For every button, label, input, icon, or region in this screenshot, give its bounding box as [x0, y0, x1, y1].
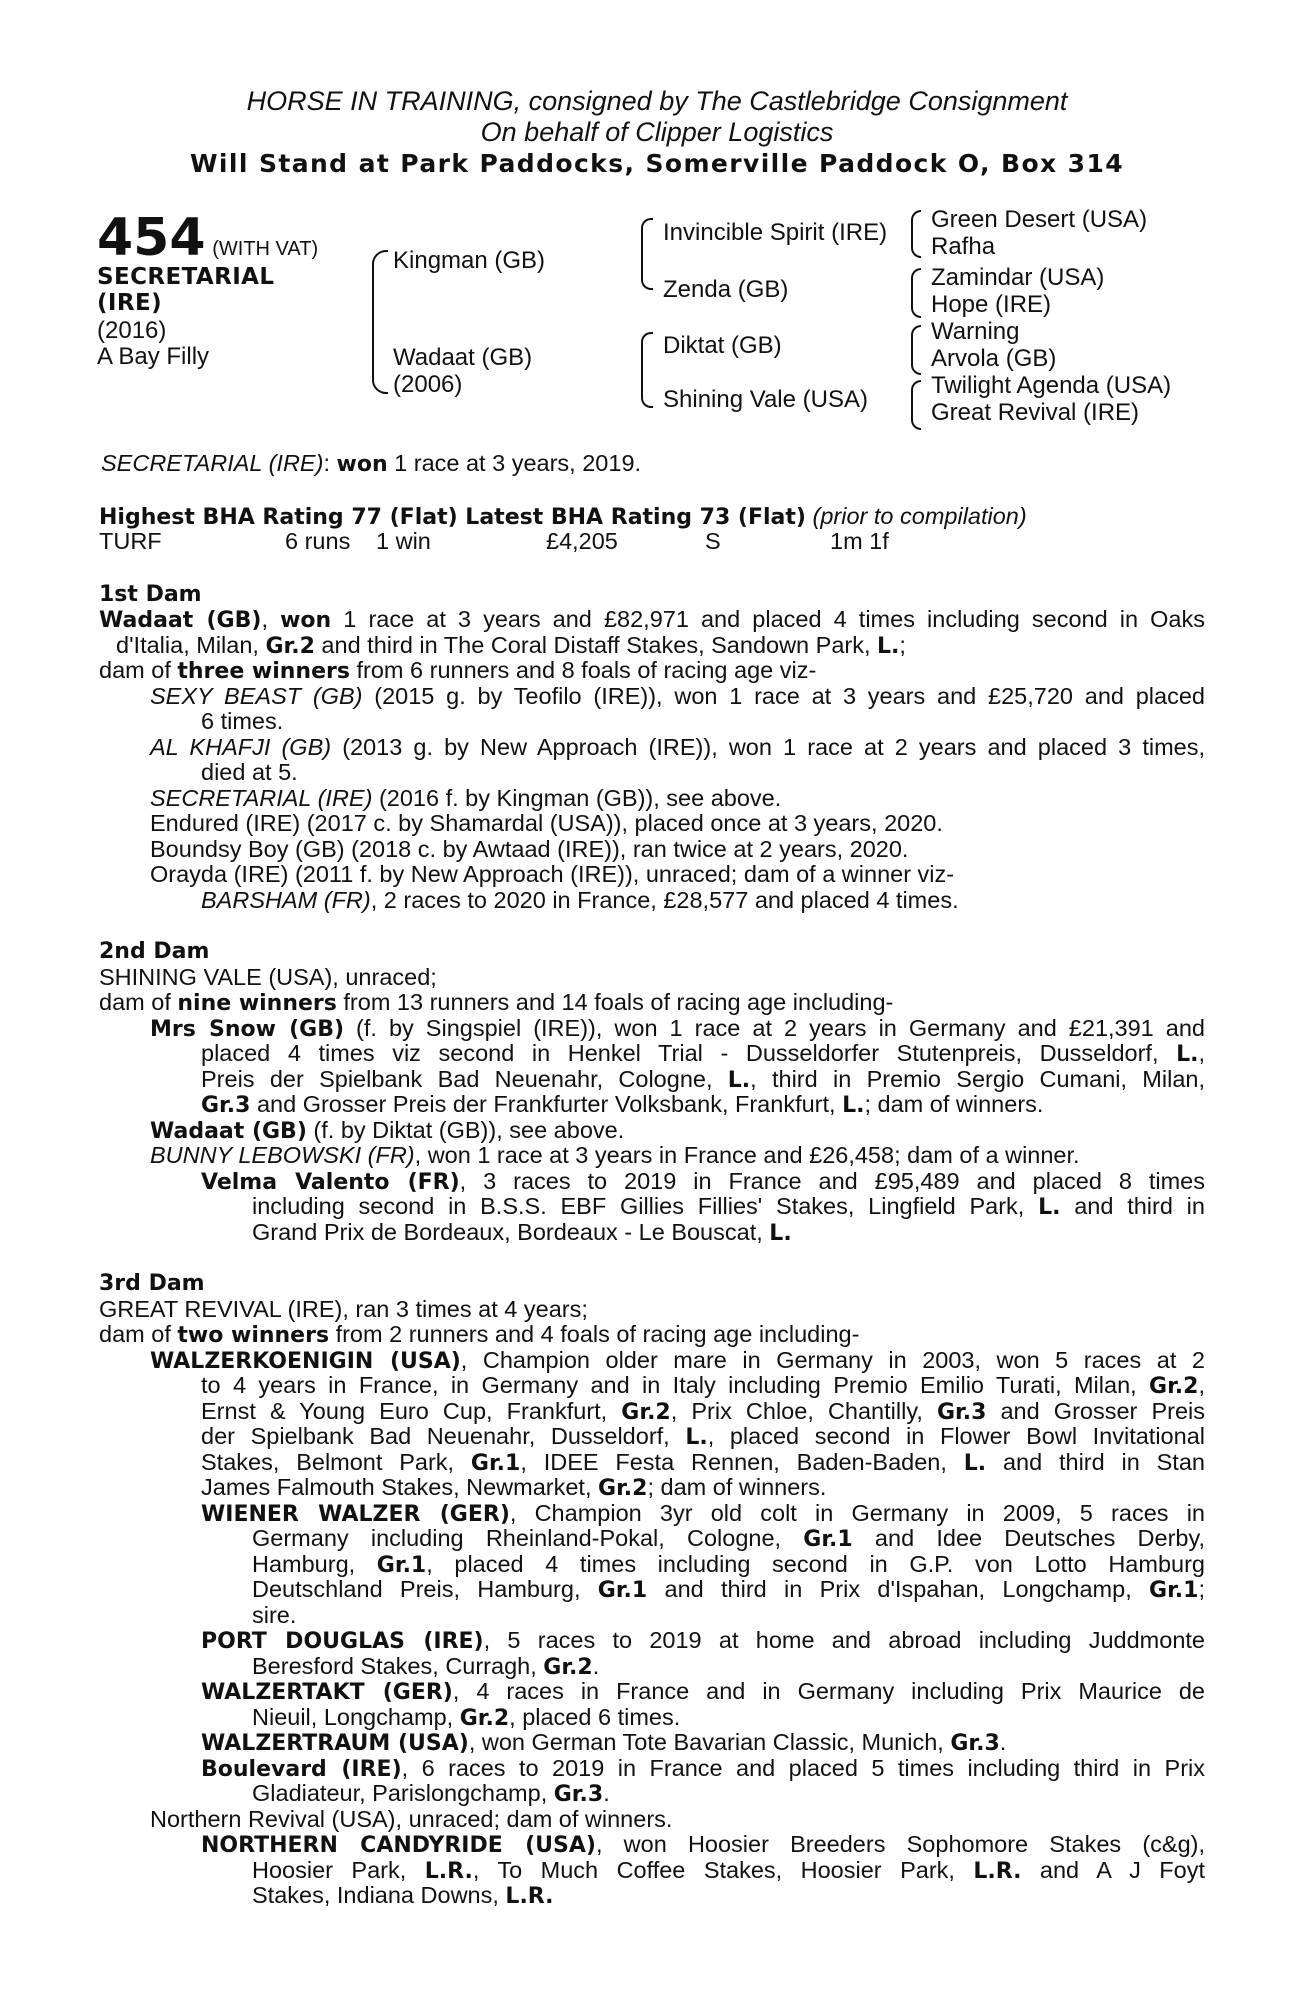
- sire-line-brace: [641, 218, 653, 290]
- boulevard-1: Boulevard (IRE), 6 races to 2019 in France and placed 5 times including third in Prix: [201, 1755, 1205, 1782]
- second-dam-line-1: SHINING VALE (USA), unraced;: [99, 964, 437, 990]
- northern-candyride-3: Stakes, Indiana Downs, L.R.: [252, 1882, 554, 1909]
- turf-wins: 1 win: [376, 528, 431, 554]
- dam-sire: Diktat (GB): [663, 332, 782, 359]
- wadaat-entry: Wadaat (GB) (f. by Diktat (GB)), see above.: [150, 1117, 625, 1144]
- dam-dam: Shining Vale (USA): [663, 386, 868, 413]
- turf-surface: TURF: [99, 528, 162, 554]
- horse-name-country: (IRE): [97, 290, 163, 316]
- progeny-boundsy-boy: Boundsy Boy (GB) (2018 c. by Awtaad (IRE)), ran twice at 2 years, 2020.: [150, 836, 909, 862]
- grand-6: Arvola (GB): [931, 345, 1057, 372]
- mrs-snow-4: Gr.3 and Grosser Preis der Frankfurter Volksbank, Frankfurt, L.; dam of winners.: [201, 1091, 1044, 1118]
- bunny-lebowski: BUNNY LEBOWSKI (FR), won 1 race at 3 years in France and £26,458; dam of a winner.: [150, 1142, 1080, 1168]
- g-brace-2: [911, 268, 921, 318]
- progeny-sexy-beast: SEXY BEAST (GB) (2015 g. by Teofilo (IRE)), won 1 race at 3 years and £25,720 and placed: [150, 683, 1205, 709]
- first-dam-line-2: d'Italia, Milan, Gr.2 and third in The Coral Distaff Stakes, Sandown Park, L.;: [116, 632, 906, 659]
- turf-runs: 6 runs: [285, 528, 351, 554]
- grand-3: Zamindar (USA): [931, 264, 1105, 291]
- walzerkoenigin-6: James Falmouth Stakes, Newmarket, Gr.2; dam of winners.: [201, 1474, 827, 1501]
- g-brace-1: [911, 210, 921, 258]
- walzerkoenigin-5: Stakes, Belmont Park, Gr.1, IDEE Festa Rennen, Baden-Baden, L. and third in Stan: [201, 1449, 1205, 1476]
- vat-label: (WITH VAT): [212, 238, 319, 260]
- sire-dam: Zenda (GB): [663, 276, 789, 303]
- northern-revival: Northern Revival (USA), unraced; dam of winners.: [150, 1806, 673, 1832]
- consignor-line: HORSE IN TRAINING, consigned by The Castlebridge Consignment: [246, 86, 1068, 116]
- g-brace-4: [911, 380, 921, 430]
- behalf-line: On behalf of Clipper Logistics: [480, 117, 834, 147]
- location-line: Will Stand at Park Paddocks, Somerville Paddock O, Box 314: [189, 149, 1125, 178]
- velma-valento-2: including second in B.S.S. EBF Gillies Fillies' Stakes, Lingfield Park, L. and third in: [252, 1193, 1205, 1220]
- velma-valento-3: Grand Prix de Bordeaux, Bordeaux - Le Bouscat, L.: [252, 1219, 792, 1246]
- bha-rating: Highest BHA Rating 77 (Flat) Latest BHA Rating 73 (Flat) (prior to compilation): [99, 503, 1027, 530]
- grand-7: Twilight Agenda (USA): [931, 372, 1172, 399]
- progeny-barsham: BARSHAM (FR), 2 races to 2020 in France, £28,577 and placed 4 times.: [201, 887, 959, 913]
- grand-8: Great Revival (IRE): [931, 399, 1140, 426]
- boulevard-2: Gladiateur, Parislongchamp, Gr.3.: [252, 1780, 610, 1807]
- progeny-al-khafji-cont: died at 5.: [201, 759, 298, 785]
- turf-going: S: [705, 528, 721, 554]
- grandsire-sire: Green Desert (USA): [931, 206, 1148, 233]
- first-dam-line-3: dam of three winners from 6 runners and 8 foals of racing age viz-: [99, 657, 817, 684]
- velma-valento-1: Velma Valento (FR), 3 races to 2019 in France and £95,489 and placed 8 times: [201, 1168, 1205, 1195]
- grand-5: Warning: [931, 318, 1020, 345]
- sire-sire: Invincible Spirit (IRE): [663, 219, 888, 246]
- walzertakt-2: Nieuil, Longchamp, Gr.2, placed 6 times.: [252, 1704, 681, 1731]
- walzertakt-1: WALZERTAKT (GER), 4 races in France and in Germany including Prix Maurice de: [201, 1678, 1206, 1705]
- sire: Kingman (GB): [393, 247, 546, 274]
- walzertraum: WALZERTRAUM (USA), won German Tote Bavarian Classic, Munich, Gr.3.: [201, 1729, 1007, 1756]
- third-dam-heading: 3rd Dam: [99, 1271, 205, 1296]
- horse-name: SECRETARIAL: [97, 264, 275, 290]
- turf-distance: 1m 1f: [830, 528, 889, 554]
- wiener-walzer-5: sire.: [252, 1602, 297, 1628]
- grand-4: Hope (IRE): [931, 291, 1052, 318]
- walzerkoenigin-4: der Spielbank Bad Neuenahr, Dusseldorf, L., placed second in Flower Bowl Invitational: [201, 1423, 1205, 1450]
- dam-line-brace: [641, 332, 653, 408]
- mrs-snow-2: placed 4 times viz second in Henkel Trial - Dusseldorfer Stutenpreis, Dusseldorf, L.,: [201, 1040, 1205, 1067]
- dam-year: (2006): [393, 371, 463, 398]
- walzerkoenigin-3: Ernst & Young Euro Cup, Frankfurt, Gr.2, Prix Chloe, Chantilly, Gr.3 and Grosser Preis: [201, 1398, 1205, 1425]
- third-dam-line-1: GREAT REVIVAL (IRE), ran 3 times at 4 years;: [99, 1296, 588, 1322]
- progeny-orayda: Orayda (IRE) (2011 f. by New Approach (IRE)), unraced; dam of a winner viz-: [150, 861, 955, 887]
- horse-year: (2016): [97, 317, 167, 344]
- turf-prize: £4,205: [546, 528, 618, 554]
- second-dam-heading: 2nd Dam: [99, 939, 210, 964]
- first-dam-line-1: Wadaat (GB), won 1 race at 3 years and £82,971 and placed 4 times including second in Oaks: [99, 606, 1205, 633]
- lot-header: [97, 208, 319, 268]
- mrs-snow-1: Mrs Snow (GB) (f. by Singspiel (IRE)), won 1 race at 2 years in Germany and £21,391 and: [150, 1015, 1205, 1042]
- progeny-sexy-beast-cont: 6 times.: [201, 708, 284, 734]
- northern-candyride-1: NORTHERN CANDYRIDE (USA), won Hoosier Breeders Sophomore Stakes (c&g),: [201, 1831, 1206, 1858]
- third-dam-line-2: dam of two winners from 2 runners and 4 foals of racing age including-: [99, 1321, 860, 1348]
- lot-number: 454: [97, 208, 206, 268]
- wiener-walzer-1: WIENER WALZER (GER), Champion 3yr old colt in Germany in 2009, 5 races in: [201, 1500, 1205, 1527]
- walzerkoenigin-1: WALZERKOENIGIN (USA), Champion older mare in Germany in 2003, won 5 races at 2: [150, 1347, 1205, 1374]
- progeny-al-khafji: AL KHAFJI (GB) (2013 g. by New Approach (IRE)), won 1 race at 2 years and placed 3 times,: [150, 734, 1205, 760]
- progeny-secretarial: SECRETARIAL (IRE) (2016 f. by Kingman (GB)), see above.: [150, 785, 782, 811]
- walzerkoenigin-2: to 4 years in France, in Germany and in Italy including Premio Emilio Turati, Milan, Gr.2,: [201, 1372, 1205, 1399]
- wiener-walzer-2: Germany including Rheinland-Pokal, Cologne, Gr.1 and Idee Deutsches Derby,: [252, 1525, 1205, 1552]
- first-dam-heading: 1st Dam: [99, 582, 202, 607]
- pedigree-brace: [372, 250, 388, 394]
- g-brace-3: [911, 325, 921, 375]
- dam: Wadaat (GB): [393, 344, 533, 371]
- progeny-endured: Endured (IRE) (2017 c. by Shamardal (USA)), placed once at 3 years, 2020.: [150, 810, 943, 836]
- wiener-walzer-3: Hamburg, Gr.1, placed 4 times including second in G.P. von Lotto Hamburg: [252, 1551, 1205, 1578]
- port-douglas-2: Beresford Stakes, Curragh, Gr.2.: [252, 1653, 600, 1680]
- mrs-snow-3: Preis der Spielbank Bad Neuenahr, Cologne, L., third in Premio Sergio Cumani, Milan,: [201, 1066, 1205, 1093]
- horse-description: A Bay Filly: [97, 343, 210, 370]
- race-summary: SECRETARIAL (IRE): won 1 race at 3 years, 2019.: [101, 450, 642, 477]
- port-douglas-1: PORT DOUGLAS (IRE), 5 races to 2019 at home and abroad including Juddmonte: [201, 1627, 1205, 1654]
- grandsire-dam: Rafha: [931, 233, 996, 260]
- wiener-walzer-4: Deutschland Preis, Hamburg, Gr.1 and third in Prix d'Ispahan, Longchamp, Gr.1;: [252, 1576, 1205, 1603]
- northern-candyride-2: Hoosier Park, L.R., To Much Coffee Stakes, Hoosier Park, L.R. and A J Foyt: [252, 1857, 1206, 1884]
- second-dam-line-2: dam of nine winners from 13 runners and 14 foals of racing age including-: [99, 989, 894, 1016]
